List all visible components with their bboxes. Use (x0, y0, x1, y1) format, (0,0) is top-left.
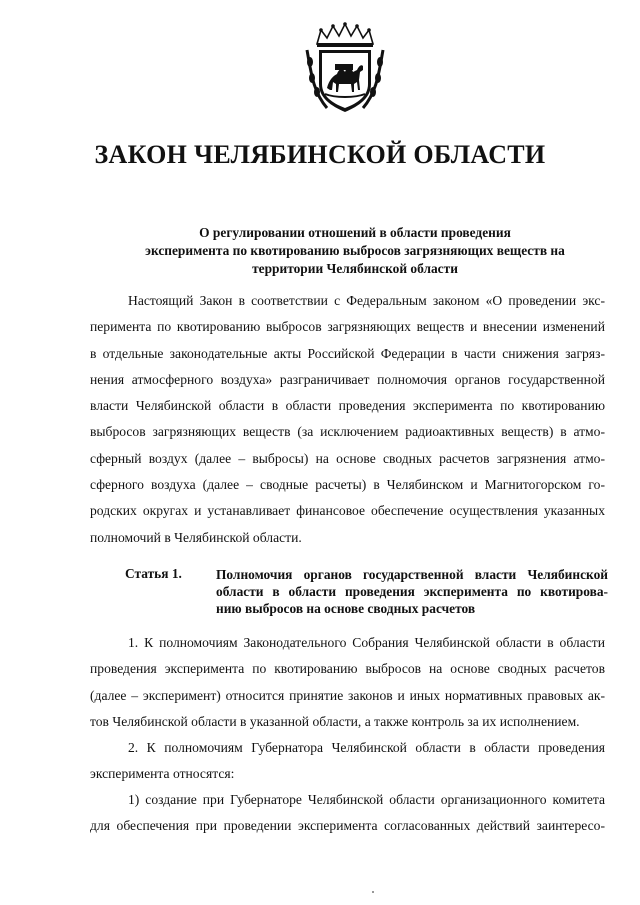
document-title-line: О регулировании отношений в области проведения (199, 225, 511, 240)
document-title-line: эксперимента по квотированию выбросов загрязняющих веществ на (145, 243, 565, 258)
preamble-line: власти Челябинской области в области проведения эксперимента по квотированию (90, 398, 605, 414)
chelyabinsk-coat-of-arms-emblem (305, 22, 385, 118)
article-1-label: Статья 1. (125, 566, 182, 581)
preamble-line: сферный воздух (далее – выбросы) на основе сводных расчетов загрязнения атмо- (90, 450, 605, 466)
article-title-line: области в области проведения эксперимента по квотирова- (216, 584, 608, 599)
preamble-line: в отдельные законодательные акты Российской Федерации в части снижения загряз- (90, 345, 605, 361)
paragraph-line: 2. К полномочиям Губернатора Челябинской области в области проведения (128, 740, 605, 755)
paragraph-line: тов Челябинской области в указанной области, а также контроль за их исполнением. (90, 713, 580, 729)
preamble-line: полномочий в Челябинской области. (90, 529, 302, 545)
article-title-line: Полномочия органов государственной власти Челябинской (216, 567, 608, 582)
preamble-line: перимента по квотированию выбросов загрязняющих веществ и внесении изменений (90, 319, 605, 335)
document-title-line: территории Челябинской области (252, 261, 458, 276)
preamble-line: Настоящий Закон в соответствии с Федеральным законом «О проведении экс- (128, 293, 605, 308)
preamble-line: нения атмосферного воздуха» разграничивает полномочия органов государственной (90, 371, 605, 387)
preamble-paragraph (90, 288, 605, 551)
preamble-line: родских округах и устанавливает финансовое обеспечение осуществления указанных (90, 503, 605, 519)
preamble-line: сферного воздуха (далее – сводные расчеты) в Челябинском и Магнитогорском го- (90, 477, 605, 493)
article-1-title (216, 566, 608, 617)
article-title-line: нию выбросов на основе сводных расчетов (216, 601, 476, 616)
paragraph-line: эксперимента относятся: (90, 766, 235, 782)
paragraph-line: 1. К полномочиям Законодательного Собрания Челябинской области в области (128, 635, 605, 650)
paragraph-line: проведения эксперимента по квотированию выбросов на основе сводных расчетов (90, 661, 605, 677)
article-1-paragraph-2 (90, 735, 605, 788)
article-1-paragraph-3 (90, 787, 605, 840)
paragraph-line: (далее – эксперимент) относится принятие законов и иных нормативных правовых ак- (90, 687, 605, 703)
law-title: ЗАКОН ЧЕЛЯБИНСКОЙ ОБЛАСТИ (94, 140, 546, 169)
paragraph-line: 1) создание при Губернаторе Челябинской области организационного комитета (128, 792, 605, 807)
article-1-paragraph-1 (90, 630, 605, 735)
preamble-line: выбросов загрязняющих веществ (за исключением радиоактивных веществ) в атмо- (90, 424, 605, 440)
paragraph-line: для обеспечения при проведении эксперимента согласованных действий заинтересо- (90, 818, 605, 834)
scan-speck (372, 891, 374, 893)
document-title (130, 224, 580, 278)
